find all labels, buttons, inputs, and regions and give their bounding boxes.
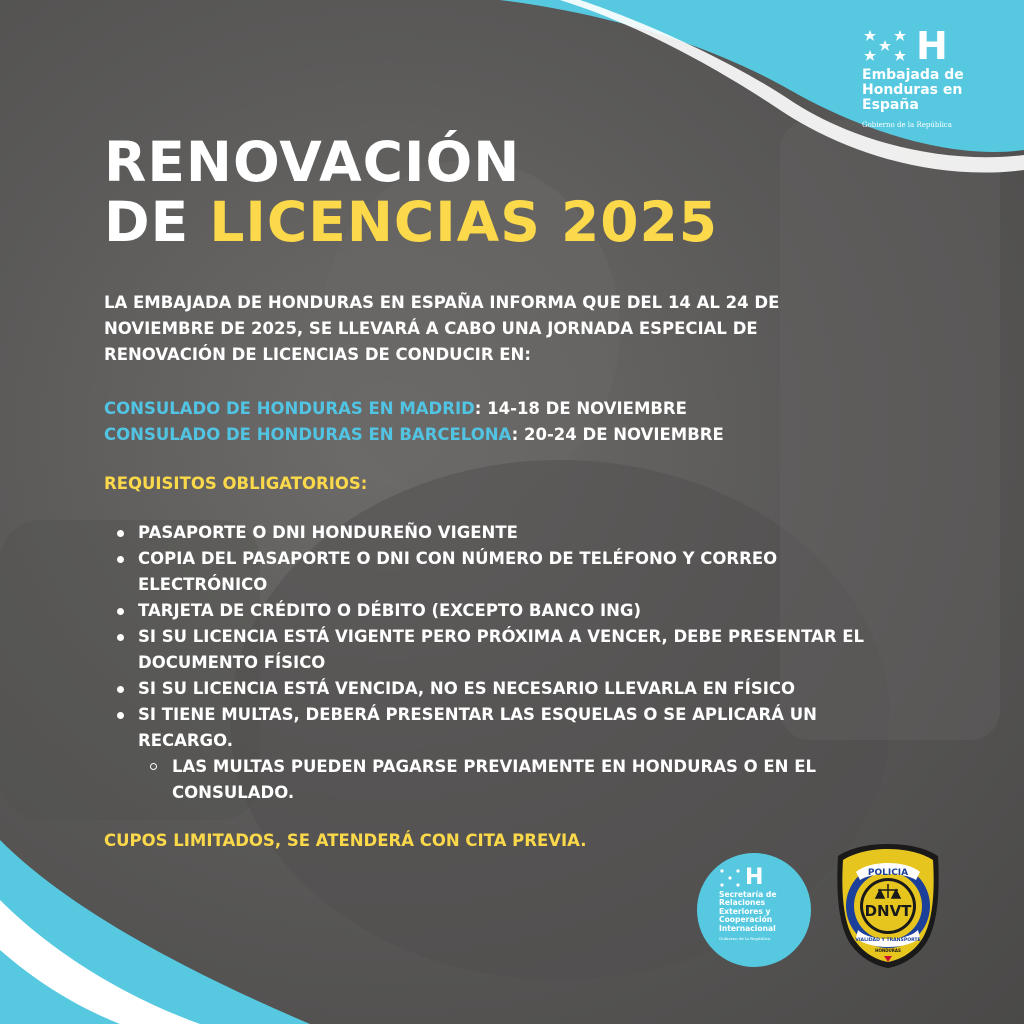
badge-country: HONDURAS bbox=[875, 948, 901, 953]
consulate-place: CONSULADO DE HONDURAS EN MADRID bbox=[104, 399, 475, 418]
embassy-logo bbox=[862, 26, 1002, 129]
badge-bottom-word: VIALIDAD Y TRANSPORTE bbox=[855, 938, 921, 943]
embassy-name: Embajada de Honduras en España bbox=[862, 67, 964, 113]
logo-letter: H bbox=[916, 24, 948, 68]
list-item: SI TIENE MULTAS, DEBERÁ PRESENTAR LAS ESQUELAS O SE APLICARÁ UN RECARGO. bbox=[104, 702, 894, 754]
sre-subtitle: Gobierno de la República bbox=[719, 936, 771, 942]
page-title bbox=[104, 132, 718, 252]
sub-list-item: LAS MULTAS PUEDEN PAGARSE PREVIAMENTE EN HONDURAS O EN EL CONSULADO. bbox=[104, 754, 894, 806]
sre-logo-content bbox=[719, 867, 803, 941]
sre-name: Secretaría de Relaciones Exteriores y Cooperación Internacional bbox=[719, 890, 777, 933]
badge-center-word: DNVT bbox=[864, 902, 912, 920]
title-line-2 bbox=[104, 192, 718, 252]
footer-note: CUPOS LIMITADOS, SE ATENDERÁ CON CITA PREVIA. bbox=[104, 831, 587, 850]
sre-stars-icon bbox=[719, 868, 745, 888]
intro-text: LA EMBAJADA DE HONDURAS EN ESPAÑA INFORMA QUE DEL 14 AL 24 DE NOVIEMBRE DE 2025, SE LLEVARÁ A CABO UNA JORNADA ESPECIAL DE RENOVACIÓN DE LICENCIAS DE CONDUCIR EN: bbox=[104, 293, 780, 364]
list-item: SI SU LICENCIA ESTÁ VENCIDA, NO ES NECESARIO LLEVARLA EN FÍSICO bbox=[104, 676, 894, 702]
consulate-dates: : 20-24 DE NOVIEMBRE bbox=[511, 425, 724, 444]
sre-letter: H bbox=[745, 865, 764, 890]
consulate-madrid bbox=[104, 396, 864, 422]
sre-flag-row bbox=[719, 867, 803, 889]
list-item: COPIA DEL PASAPORTE O DNI CON NÚMERO DE TELÉFONO Y CORREO ELECTRÓNICO bbox=[104, 546, 894, 598]
badge-top-word: POLICIA bbox=[867, 868, 909, 878]
requirements-list bbox=[104, 520, 894, 806]
requirements-heading: REQUISITOS OBLIGATORIOS: bbox=[104, 474, 368, 493]
dnvt-badge-icon bbox=[834, 842, 942, 970]
consulate-place: CONSULADO DE HONDURAS EN BARCELONA bbox=[104, 425, 512, 444]
consulate-dates: : 14-18 DE NOVIEMBRE bbox=[474, 399, 687, 418]
title-line-2-white: DE bbox=[104, 190, 210, 254]
sre-logo bbox=[697, 853, 811, 967]
list-item: SI SU LICENCIA ESTÁ VIGENTE PERO PRÓXIMA A VENCER, DEBE PRESENTAR EL DOCUMENTO FÍSICO bbox=[104, 624, 894, 676]
list-item: PASAPORTE O DNI HONDUREÑO VIGENTE bbox=[104, 520, 894, 546]
consulate-barcelona bbox=[104, 422, 864, 448]
flag-row bbox=[862, 26, 1002, 66]
list-item: TARJETA DE CRÉDITO O DÉBITO (EXCEPTO BANCO ING) bbox=[104, 598, 894, 624]
title-line-2-yellow: LICENCIAS 2025 bbox=[209, 190, 719, 254]
consulate-list bbox=[104, 396, 864, 448]
honduras-flag-stars-icon bbox=[862, 28, 914, 64]
embassy-subtitle: Gobierno de la República bbox=[862, 121, 952, 129]
title-line-1: RENOVACIÓN bbox=[104, 130, 521, 194]
